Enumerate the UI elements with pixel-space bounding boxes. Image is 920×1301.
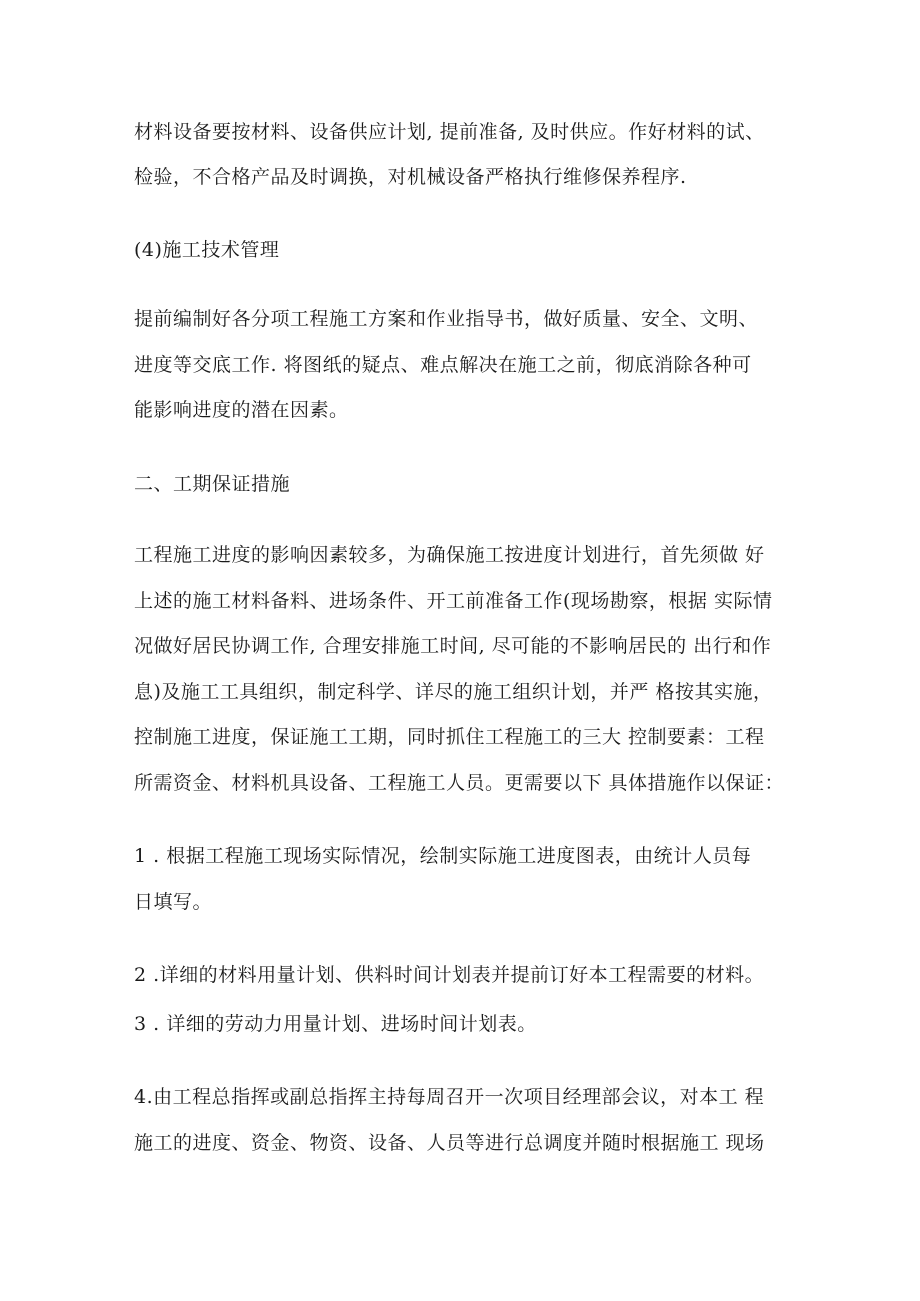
list-item-2: 2 .详细的材料用量计划、供料时间计划表并提前订好本工程需要的材料。 (134, 964, 765, 986)
section-heading-schedule: 二、工期保证措施 (134, 473, 291, 495)
paragraph-schedule-intro-line-6: 所需资金、材料机具设备、工程施工人员。更需要以下 具体措施作以保证： (134, 772, 785, 794)
paragraph-tech-management-line-3: 能影响进度的潜在因素。 (134, 399, 349, 421)
list-item-1-line-1: 1 . 根据工程施工现场实际情况，绘制实际施工进度图表，由统计人员每 (134, 845, 752, 867)
paragraph-schedule-intro-line-4: 息)及施工工具组织，制定科学、详尽的施工组织计划，并严 格按其实施， (134, 681, 773, 703)
paragraph-schedule-intro-line-3: 况做好居民协调工作, 合理安排施工时间, 尽可能的不影响居民的 出行和作 (134, 635, 772, 657)
paragraph-schedule-intro-line-2: 上述的施工材料备料、进场条件、开工前准备工作(现场勘察，根据 实际情 (134, 590, 773, 612)
section-heading-tech-management: (4)施工技术管理 (134, 239, 280, 261)
paragraph-tech-management-line-2: 进度等交底工作. 将图纸的疑点、难点解决在施工之前，彻底消除各种可 (134, 354, 752, 376)
list-item-1-line-2: 日填写。 (134, 891, 213, 913)
paragraph-schedule-intro-line-1: 工程施工进度的影响因素较多，为确保施工按进度计划进行，首先须做 好 (134, 544, 765, 566)
list-item-3: 3 . 详细的劳动力用量计划、进场时间计划表。 (134, 1013, 537, 1035)
paragraph-material-supply-line-2: 检验，不合格产品及时调换，对机械设备严格执行维修保养程序. (134, 166, 687, 188)
list-item-4-line-2: 施工的进度、资金、物资、设备、人员等进行总调度并随时根据施工 现场 (134, 1132, 765, 1154)
paragraph-material-supply-line-1: 材料设备要按材料、设备供应计划, 提前准备, 及时供应。作好材料的试、 (134, 121, 765, 143)
list-item-4-line-1: 4.由工程总指挥或副总指挥主持每周召开一次项目经理部会议，对本工 程 (134, 1086, 765, 1108)
paragraph-schedule-intro-line-5: 控制施工进度，保证施工工期，同时抓住工程施工的三大 控制要素：工程 (134, 726, 765, 748)
paragraph-tech-management-line-1: 提前编制好各分项工程施工方案和作业指导书，做好质量、安全、文明、 (134, 308, 759, 330)
